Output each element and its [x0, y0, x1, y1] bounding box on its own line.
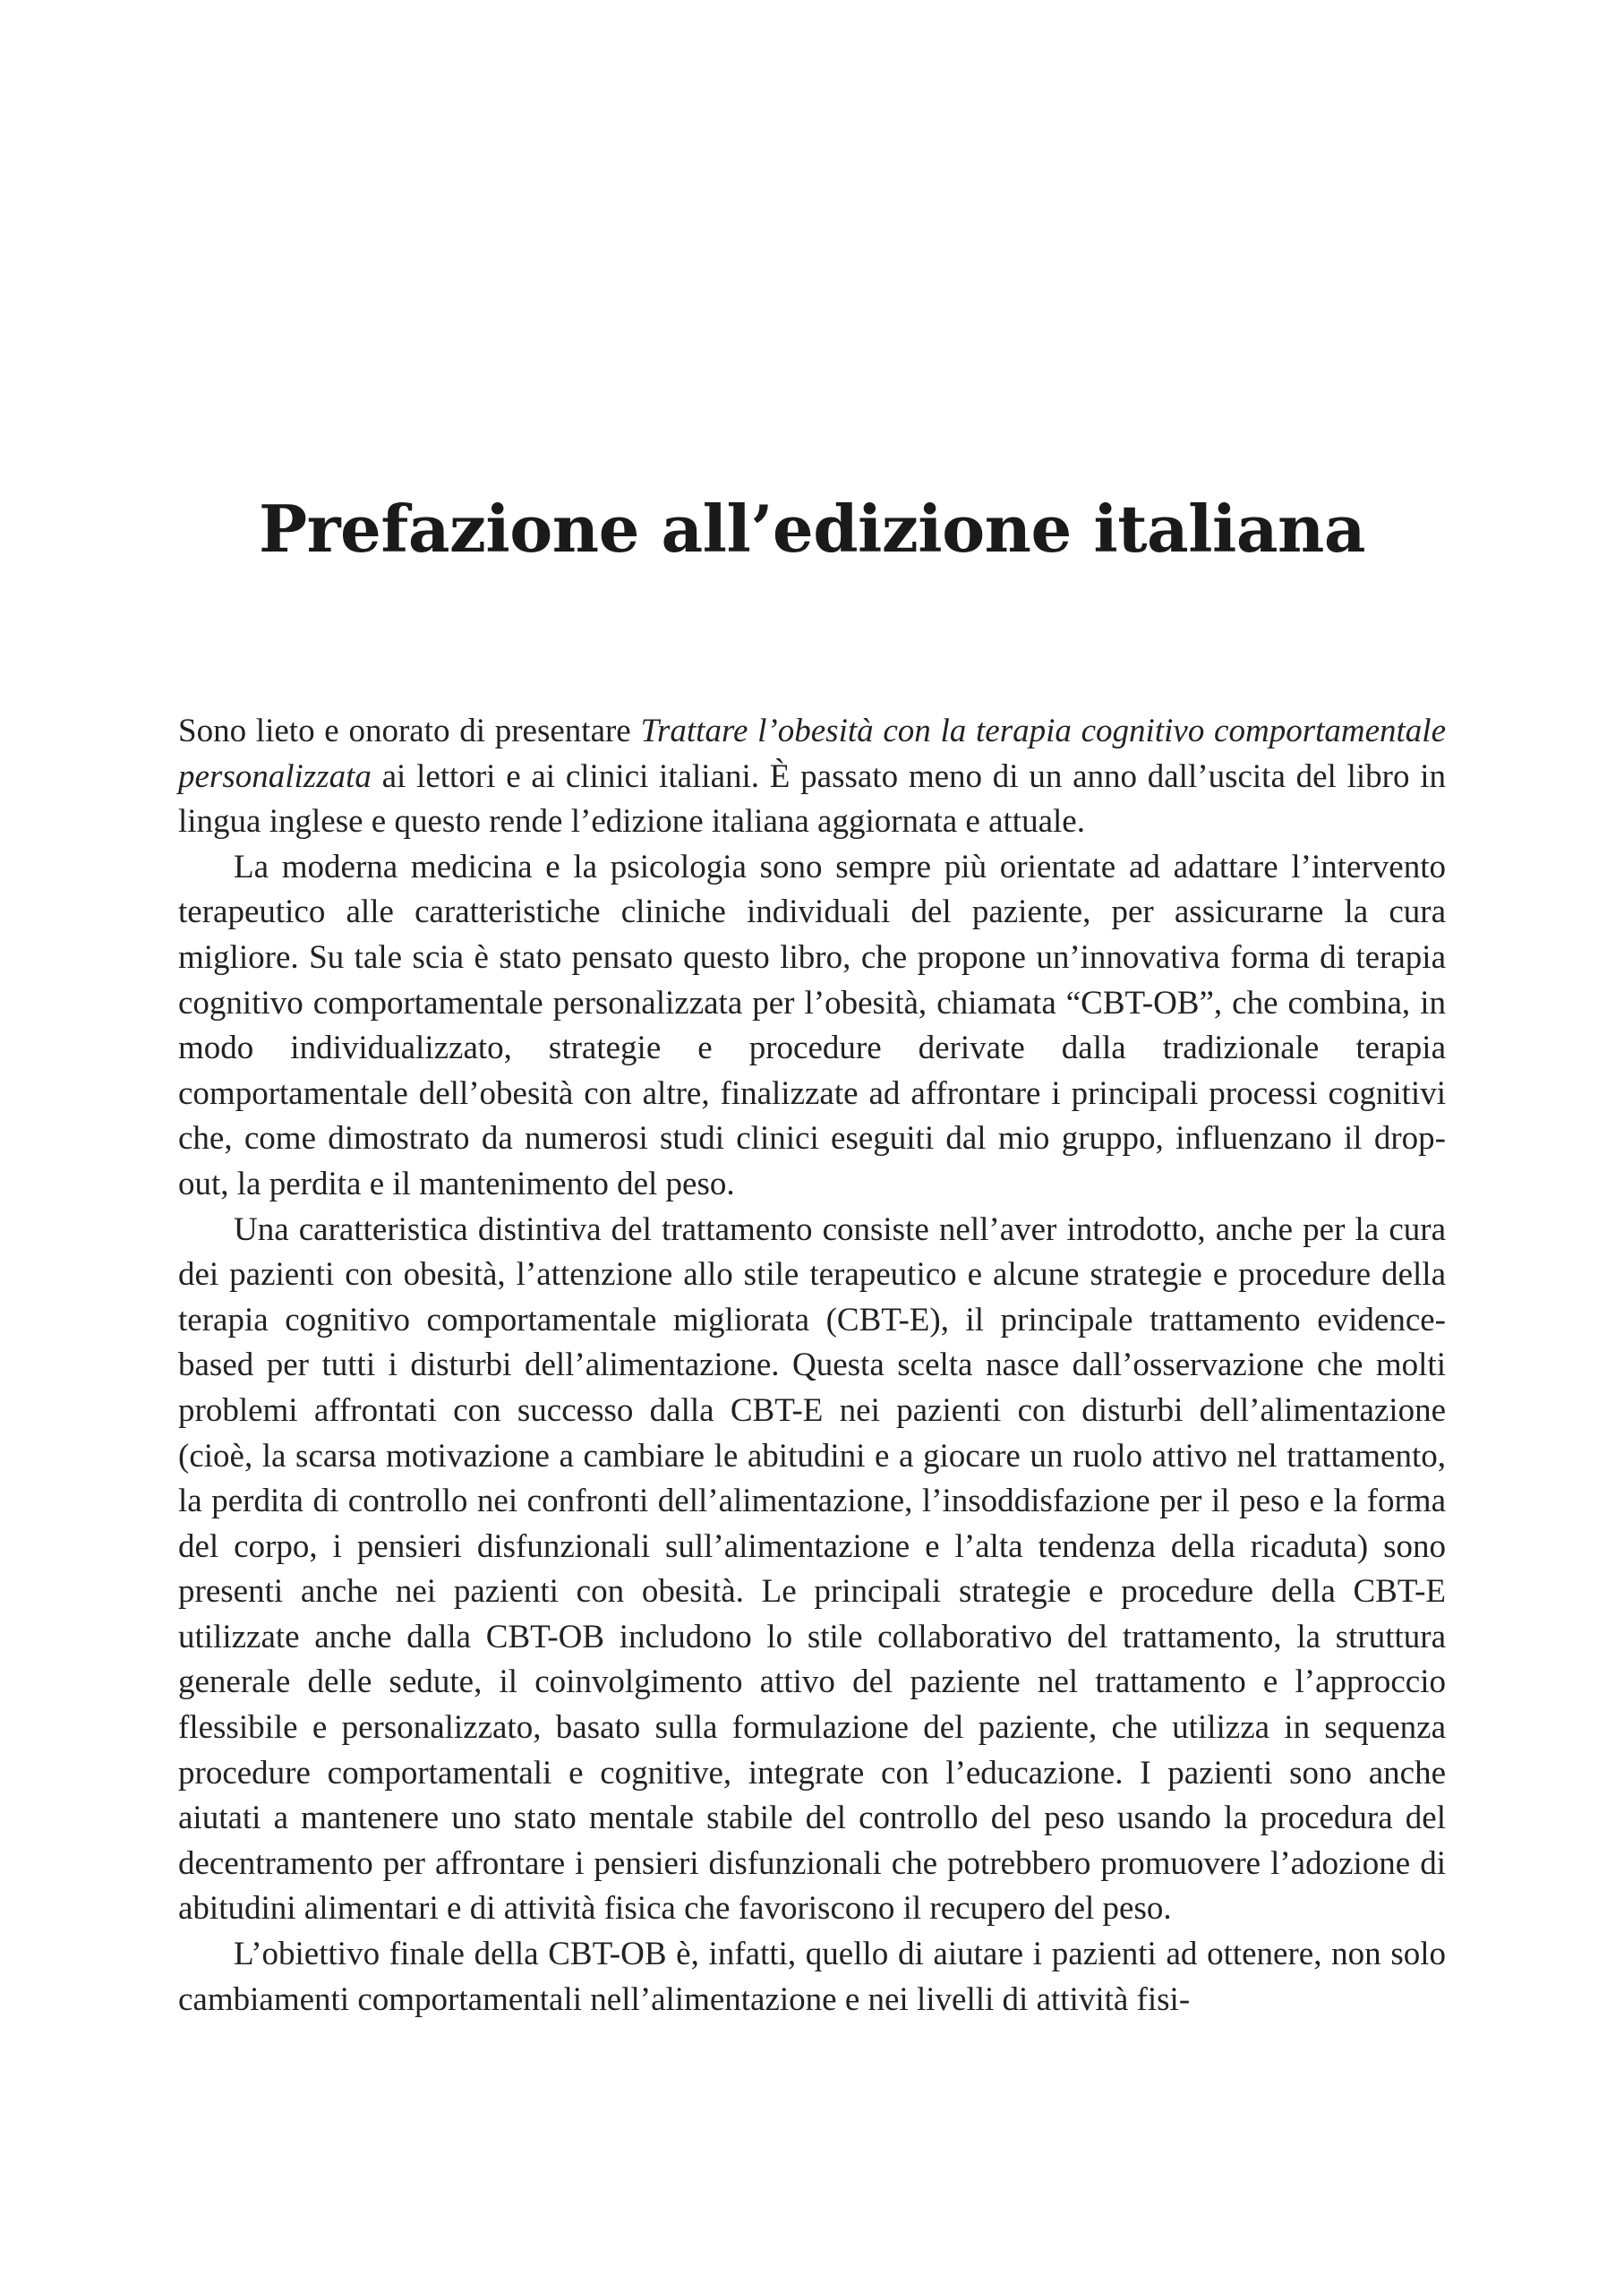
paragraph-1-rest: ai lettori e ai clinici italiani. È passato meno di un anno dall’uscita del libro in lingua inglese e questo rende l’edizione italiana aggiornata e attuale. — [178, 757, 1446, 841]
paragraph-1-intro: Sono lieto e onorato di presentare — [178, 713, 641, 749]
book-title-italic: Trattare l’obesità con la terapia cognitivo comportamentale personalizzata — [178, 713, 1446, 795]
chapter-title: Prefazione all’edizione italiana — [258, 491, 1366, 567]
paragraph-4: L’obiettivo finale della CBT-OB è, infatti, quello di aiutare i pazienti ad ottenere, non solo cambiamenti comportamentali nell’alimentazione e nei livelli di attività fisi- — [178, 1936, 1446, 2018]
paragraph-1 — [178, 709, 1446, 845]
body-text — [178, 709, 1446, 2023]
paragraph-3: Una caratteristica distintiva del trattamento consiste nell’aver introdotto, anche per la cura dei pazienti con obesità, l’attenzione allo stile terapeutico e alcune strategie e procedure della terapia cognitivo comportamentale migliorata (CBT-E), il principale trattamento evidence-based per tutti i disturbi dell’alimentazione. Questa scelta nasce dall’osservazione che molti problemi affrontati con successo dalla CBT-E nei pazienti con disturbi dell’alimentazione (cioè, la scarsa motivazione a cambiare le abitudini e a giocare un ruolo attivo nel trattamento, la perdita di controllo nei confronti dell’alimentazione, l’insoddisfazione per il peso e la forma del corpo, i pensieri disfunzionali sull’alimentazione e l’alta tendenza della ricaduta) sono presenti anche nei pazienti con obesità. Le principali strategie e procedure della CBT-E utilizzate anche dalla CBT-OB includono lo stile collaborativo del trattamento, la struttura generale delle sedute, il coinvolgimento attivo del paziente nel trattamento e l’approccio flessibile e personalizzato, basato sulla formulazione del paziente, che utilizza in sequenza procedure comportamentali e cognitive, integrate con l’educazione. I pazienti sono anche aiutati a mantenere uno stato mentale stabile del controllo del peso usando la procedura del decentramento per affrontare i pensieri disfunzionali che potrebbero promuovere l’adozione di abitudini alimentari e di attività fisica che favoriscono il recupero del peso. — [178, 1210, 1446, 1928]
paragraph-2: La moderna medicina e la psicologia sono sempre più orientate ad adattare l’intervento terapeutico alle caratteristiche cliniche individuali del paziente, per assicurarne la cura migliore. Su tale scia è stato pensato questo libro, che propone un’innovativa forma di terapia cognitivo comportamentale personalizzata per l’obesità, chiamata “CBT-OB”, che combina, in modo individualizzato, strategie e procedure derivate dalla tradizionale terapia comportamentale dell’obesità con altre, finalizzate ad affrontare i principali processi cognitivi che, come dimostrato da numerosi studi clinici eseguiti dal mio gruppo, influenzano il drop-out, la perdita e il mantenimento del peso. — [178, 848, 1446, 1202]
